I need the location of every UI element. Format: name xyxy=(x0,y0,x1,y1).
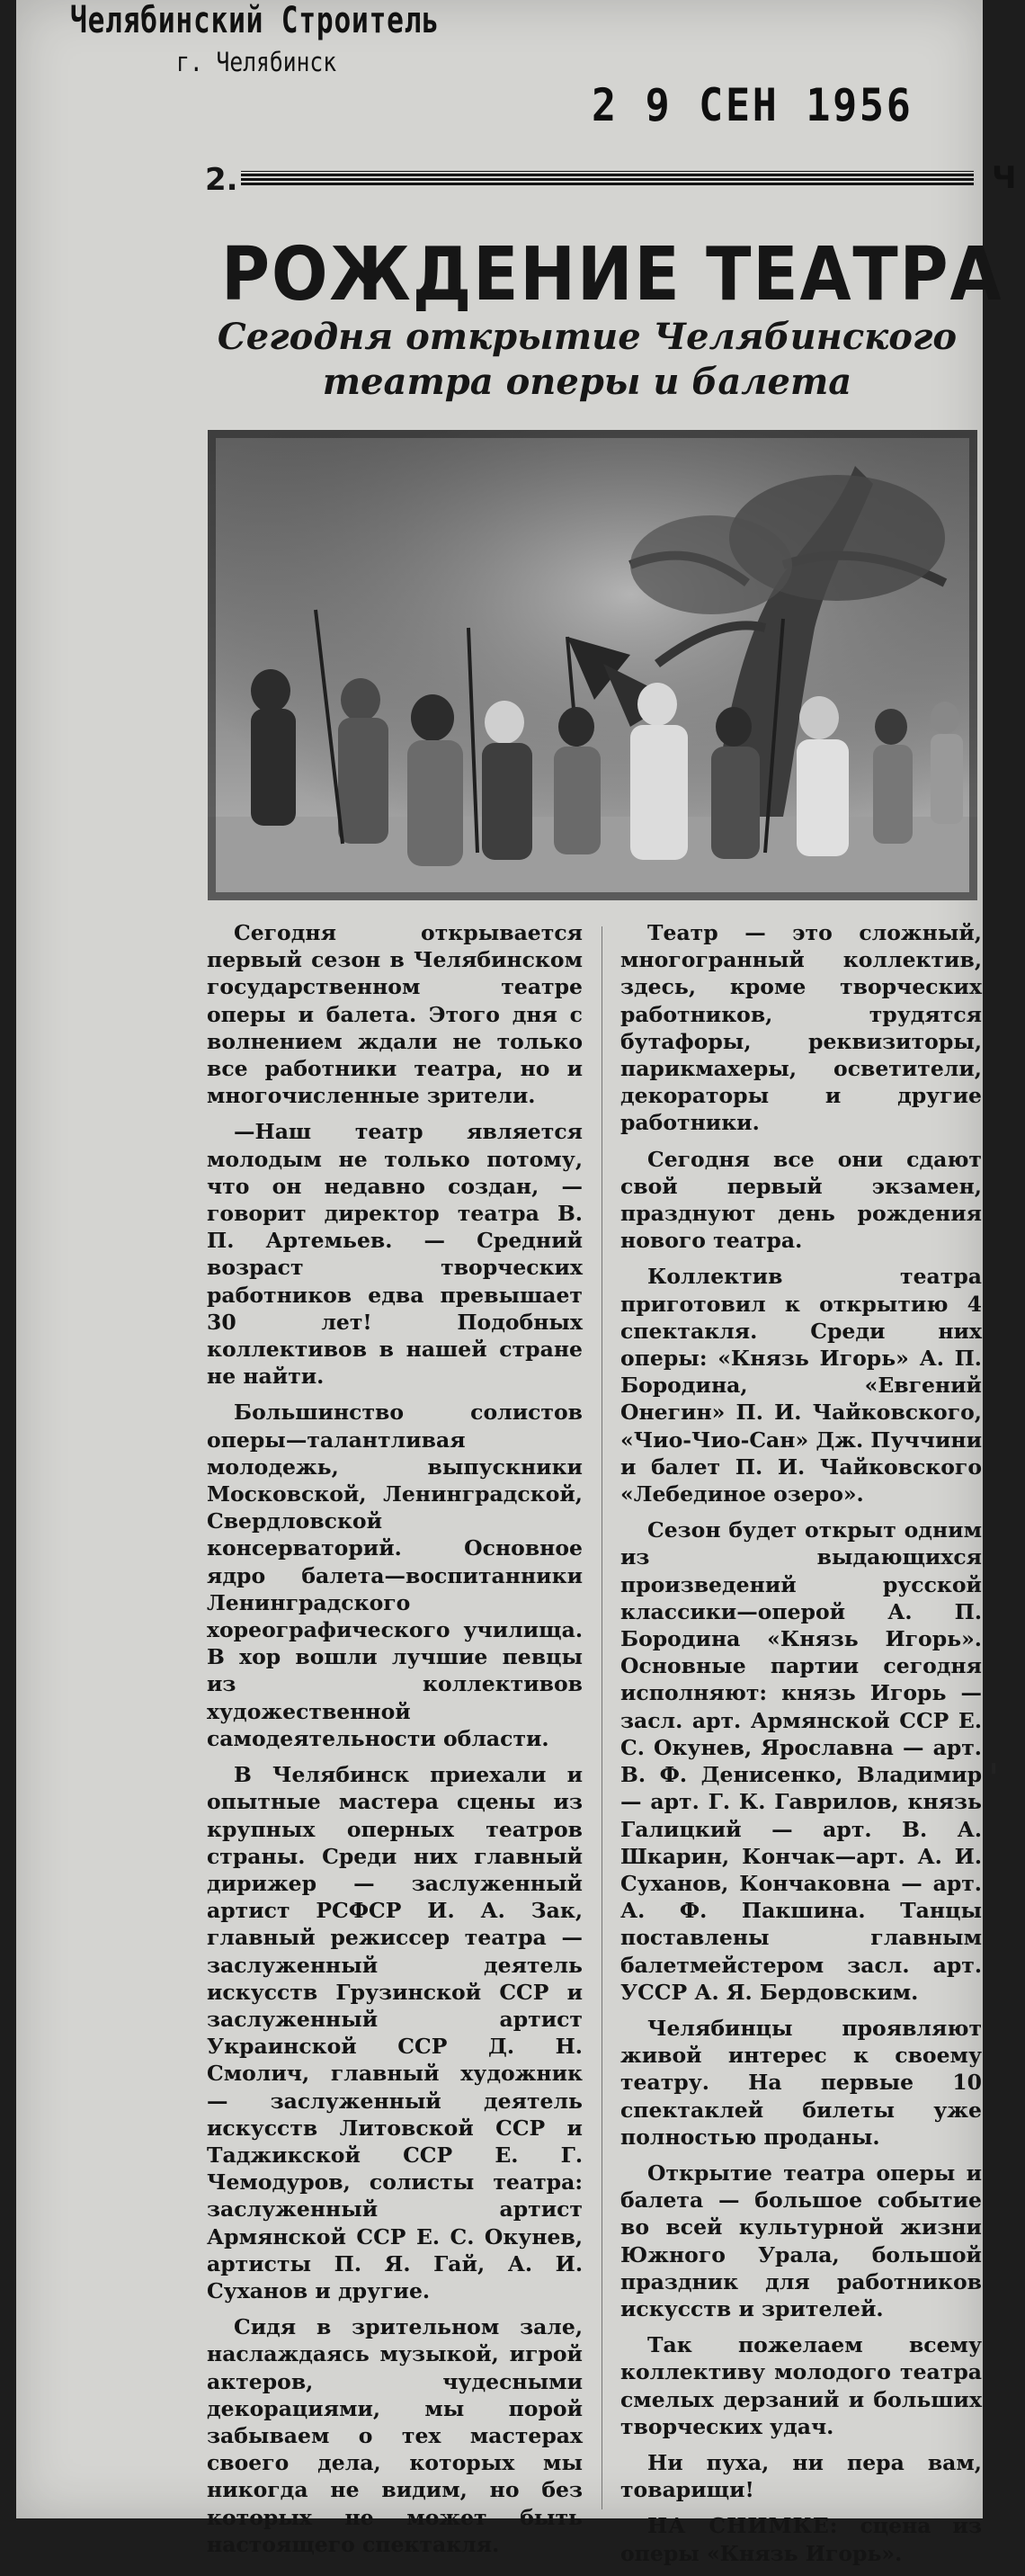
right-paragraph-8: Ни пуха, ни пера вам, товарищи! xyxy=(620,2449,982,2503)
left-paragraph-5: Сидя в зрительном зале, наслаждаясь музыкой, игрой актеров, чудесными декорациями, мы порой забываем о тех мастерах своего дела, которых мы никогда не видим, но без которых не может быть настоящего спектакля. xyxy=(207,2314,583,2557)
right-paragraph-3: Коллектив театра приготовил к открытию 4 спектакля. Среди них оперы: «Князь Игорь» А. П. Бородина, «Евгений Онегин» П. И. Чайковского, «Чио-Чио-Сан» Дж. Пуччини и балет П. И. Чайковского «Лебединое озеро». xyxy=(620,1264,983,1507)
subheading-line-2: театра оперы и балета xyxy=(322,361,852,403)
date-stamp: 2 9 СЕН 1956 xyxy=(592,79,914,131)
right-paragraph-6: Открытие театра оперы и балета — большое событие во всей культурной жизни Южного Урала, большой праздник для работников искусств и зрителей. xyxy=(620,2160,982,2321)
newspaper-clipping xyxy=(16,0,1017,2566)
right-paragraph-2: Сегодня все они сдают свой первый экзамен, празднуют день рождения нового театра. xyxy=(620,1146,982,1254)
newspaper-name: Челябинский Строитель xyxy=(70,0,440,41)
left-paragraph-3: Большинство солистов оперы—талантливая молодежь, выпускники Московской, Ленинградской, Свердловской консерваторий. Основное ядро балета—воспитанники Ленинградского хореографического училища. В хор вошли лучшие певцы из коллективов художественной самодеятельности области. xyxy=(207,1400,583,1751)
subheading-line-1: Сегодня открытие Челябинского xyxy=(217,316,958,358)
article-column-right xyxy=(620,919,982,2576)
article-headline: РОЖДЕНИЕ ТЕАТРА xyxy=(221,232,1003,318)
left-paragraph-2: —Наш театр является молодым не только потому, что он недавно создан, — говорит директор театра В. П. Артемьев. — Средний возраст творческих работников едва превышает 30 лет! Подобных коллективов в нашей стране не найти. xyxy=(207,1119,583,1390)
photo-caption xyxy=(620,2512,982,2566)
article-column-left xyxy=(207,919,583,2567)
right-paragraph-1: Театр — это сложный, многогранный коллектив, здесь, кроме творческих работников, трудятся бутафоры, реквизиторы, парикмахеры, осветители, декораторы и другие работники. xyxy=(620,920,982,1136)
left-paragraph-4: В Челябинск приехали и опытные мастера сцены из крупных оперных театров страны. Среди них главный дирижер — заслуженный артист РСФСР И. А. Зак, главный режиссер театра — заслуженный деятель искусств Грузинской ССР и заслуженный артист Украинской ССР Д. Н. Смолич, главный художник — заслуженный деятель искусств Литовской ССР и Таджикской ССР Е. Г. Чемодуров, солисты театра: заслуженный артист Армянской ССР Е. С. Окунев, артисты П. Я. Гай, А. И. Суханов и другие. xyxy=(207,1762,583,2303)
article-subheading xyxy=(205,315,969,405)
newspaper-stamp xyxy=(70,0,448,99)
opera-scene-photo xyxy=(208,430,977,900)
right-paragraph-7: Так пожелаем всему коллективу молодого театра смелых дерзаний и больших творческих удач. xyxy=(620,2332,982,2439)
page-number: 2. xyxy=(205,162,238,198)
right-paragraph-4: Сезон будет открыт одним из выдающихся произведений русской классики—оперой А. П. Бородина «Князь Игорь». Основные партии сегодня исполняют: князь Игорь — засл. арт. Армянской ССР Е. С. Окунев, Ярославна — арт. В. Ф. Денисенко, Владимир — арт. Г. К. Гаврилов, князь Галицкий — арт. В. А. Шкарин, Кончак—арт. А. И. Суханов, Кончаковна — арт. А. Ф. Пакшина. Танцы поставлены главным балетмейстером засл. арт. УССР А. Я. Бердовским. xyxy=(620,1517,982,2005)
right-paragraph-5: Челябинцы проявляют живой интерес к своему театру. На первые 10 спектаклей билеты уже полностью проданы. xyxy=(620,2015,982,2150)
newspaper-city: г. Челябинск xyxy=(176,47,337,77)
cut-edge-letter: Ч xyxy=(992,160,1017,196)
opera-scene-illustration xyxy=(208,430,977,900)
margin-mark xyxy=(992,1763,995,1774)
photo-caption-text: сцена из оперы «Князь Игорь». xyxy=(620,2513,982,2566)
photo-caption-label: НА СНИМКЕ: xyxy=(647,2513,839,2539)
page-rule-divider xyxy=(241,171,974,185)
left-paragraph-1: Сегодня открывается первый сезон в Челябинском государственном театре оперы и балета. Этого дня с волнением ждали не только все работники театра, но и многочисленные зрители. xyxy=(207,920,583,1109)
